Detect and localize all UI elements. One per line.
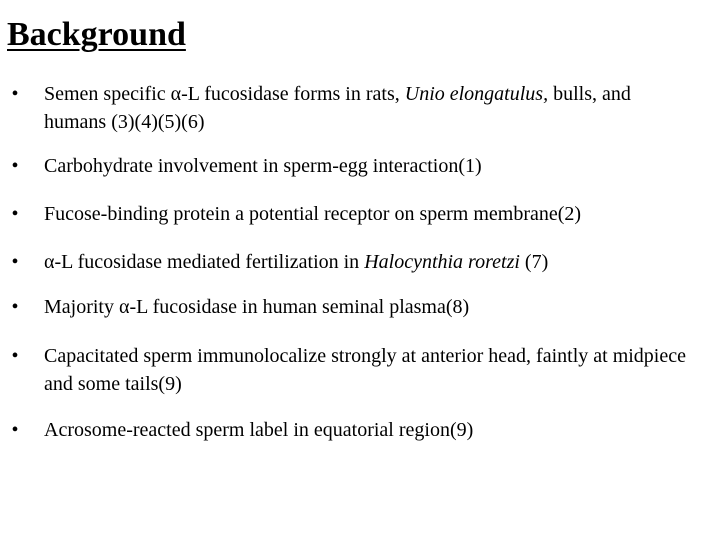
bullet-text-segment: Semen specific α-L fucosidase forms in rats, xyxy=(44,83,405,105)
bullet-dot-icon: • xyxy=(11,419,19,441)
bullet-text-segment: Fucose-binding protein a potential receptor on sperm membrane(2) xyxy=(44,203,582,225)
bullet-text-segment: Capacitated sperm immunolocalize strongly at anterior head, faintly at midpiece and some tails(9) xyxy=(44,345,686,395)
bullet-dot-icon: • xyxy=(11,83,19,105)
bullet-text xyxy=(44,248,694,276)
bullet-dot-icon: • xyxy=(11,296,19,318)
bullet-text-segment: Carbohydrate involvement in sperm-egg interaction(1) xyxy=(44,155,482,177)
bullet-text-segment: bulls, and humans (3)(4)(5)(6) xyxy=(44,83,631,133)
bullet-text xyxy=(44,293,694,321)
bullet-text-segment: Acrosome-reacted sperm label in equatorial region(9) xyxy=(44,419,474,441)
bullet-dot-icon: • xyxy=(11,155,19,177)
bullet-dot-icon: • xyxy=(11,345,19,367)
bullet-text-segment-italic: Unio elongatulus, xyxy=(404,83,549,105)
bullet-text xyxy=(44,416,694,444)
bullet-text xyxy=(44,200,694,228)
bullet-dot-icon: • xyxy=(11,203,19,225)
bullet-text xyxy=(44,342,694,398)
bullet-text xyxy=(44,152,694,180)
bullet-text-segment: α-L fucosidase mediated fertilization in xyxy=(44,251,365,273)
bullet-text-segment-italic: Halocynthia roretzi xyxy=(364,251,520,273)
slide-title: Background xyxy=(7,16,186,53)
bullet-text xyxy=(44,80,694,136)
bullet-text-segment: Majority α-L fucosidase in human seminal plasma(8) xyxy=(44,296,470,318)
bullet-dot-icon: • xyxy=(11,251,19,273)
bullet-text-segment: (7) xyxy=(519,251,549,273)
